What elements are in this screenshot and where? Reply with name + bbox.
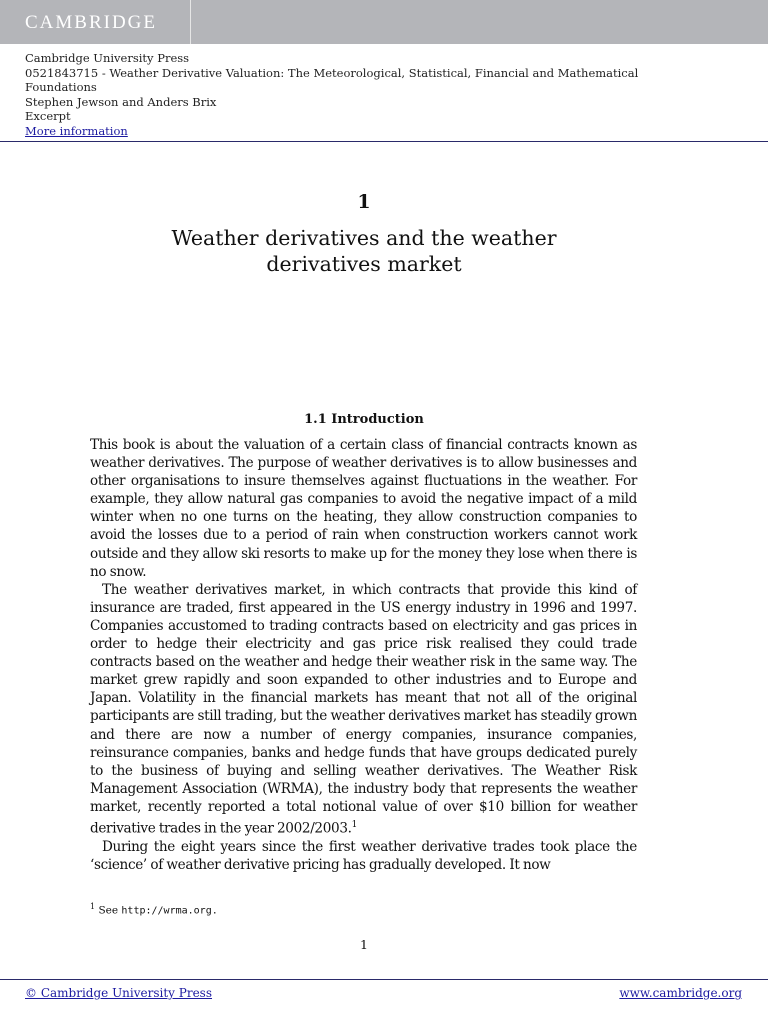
chapter-number: 1: [357, 191, 371, 213]
body-text: [90, 436, 637, 874]
book-meta: [25, 51, 745, 139]
footnote-text: See: [98, 904, 119, 917]
logo-box: [0, 0, 191, 44]
copyright-link[interactable]: © Cambridge University Press: [25, 986, 213, 1000]
authors-line: Stephen Jewson and Anders Brix: [25, 94, 217, 109]
footnote-marker: 1: [351, 819, 357, 830]
cambridge-logo[interactable]: CAMBRIDGE: [25, 12, 158, 33]
publisher-line: Cambridge University Press: [25, 51, 190, 65]
paragraph-3: During the eight years since the first weather derivative trades took place the ‘science’ of weather derivative pricing has gradually developed. It now: [90, 838, 637, 873]
paragraph-1: This book is about the valuation of a certain class of financial contracts known as weather derivatives. The purpose of weather derivatives is to allow businesses and other organisations to insure themselves against fluctuations in the weather. For example, they allow natural gas companies to avoid the negative impact of a mild winter when no one turns on the heating, they allow construction companies to avoid the losses due to a period of rain when construction workers cannot work outside and they allow ski resorts to make up for the money they lose when there is no snow.: [90, 437, 637, 580]
title-continuation-line: Foundations: [25, 80, 97, 95]
isbn-title-line: 0521843715 - Weather Derivative Valuation: The Meteorological, Statistical, Financial and Mathematical: [25, 65, 639, 80]
page-number: 1: [360, 937, 368, 952]
chapter-title-line-1: Weather derivatives and the weather: [171, 226, 557, 250]
top-banner: [0, 0, 768, 44]
section-heading: 1.1 Introduction: [304, 412, 424, 427]
footnote-url: http://wrma.org.: [121, 905, 218, 917]
paragraph-2: [90, 581, 637, 838]
paragraph-2-text: The weather derivatives market, in which contracts that provide this kind of insurance are traded, first appeared in the US energy industry in 1996 and 1997. Companies accustomed to trading contracts based on electricity and gas prices in order to hedge their electricity and gas price risk realised they could trade contracts based on the weather and hedge their weather risk in the same way. The market grew rapidly and soon expanded to other industries and to Europe and Japan. Volatility in the financial markets has meant that not all of the original participants are still trading, but the weather derivatives market has steadily grown and there are now a number of energy companies, insurance companies, reinsurance companies, banks and hedge funds that have groups dedicated purely to the business of buying and selling weather derivatives. The Weather Risk Management Association (WRMA), the industry body that represents the weather market, recently reported a total notional value of over $10 billion for weather derivative trades in the year 2002/2003.: [90, 581, 637, 837]
more-information-link[interactable]: More information: [25, 123, 128, 138]
footer-divider: [0, 979, 768, 980]
excerpt-line: Excerpt: [25, 109, 71, 124]
header-divider: [0, 141, 768, 142]
footnote: [90, 902, 218, 917]
chapter-title: [0, 225, 728, 277]
website-link[interactable]: www.cambridge.org: [619, 986, 742, 1000]
footnote-number: 1: [90, 902, 96, 911]
chapter-title-line-2: derivatives market: [266, 252, 462, 276]
